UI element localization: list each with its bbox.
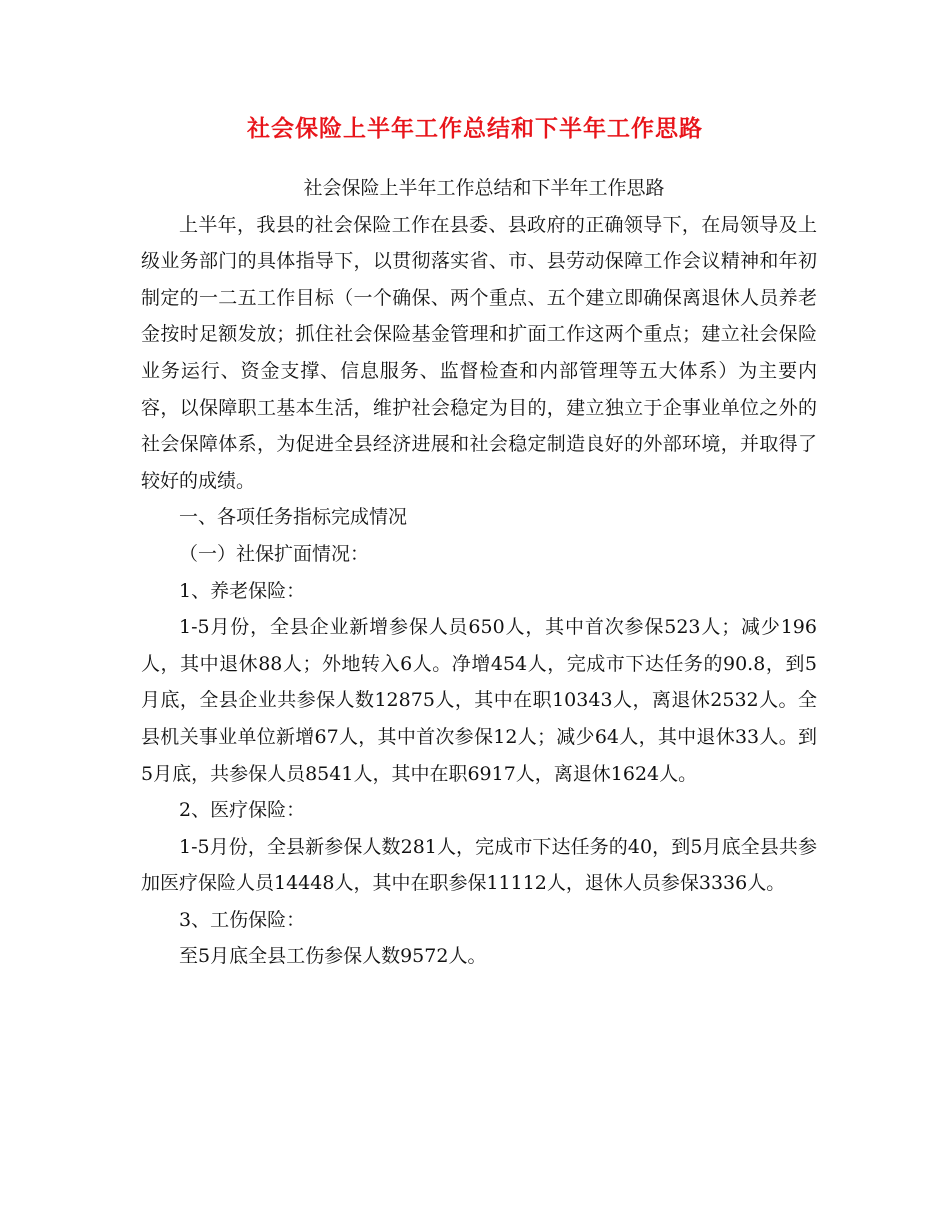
pension-paragraph: 1-5月份，全县企业新增参保人员650人，其中首次参保523人；减少196人，其中退休88人；外地转入6人。净增454人，完成市下达任务的90.8，到5月底，全县企业共参保人数12875人，其中在职10343人，离退休2532人。全县机关事业单位新增67人，其中首次参保12人；减少64人，其中退休33人。到5月底，共参保人员8541人，其中在职6917人，离退休1624人。 — [141, 616, 817, 785]
subsection-heading: （一）社保扩面情况： — [179, 542, 370, 565]
injury-paragraph: 至5月底全县工伤参保人数9572人。 — [179, 945, 487, 968]
item-heading-medical: 2、医疗保险： — [179, 799, 306, 822]
medical-paragraph: 1-5月份，全县新参保人数281人，完成市下达任务的40，到5月底全县共参加医疗保险人员14448人，其中在职参保11112人，退休人员参保3336人。 — [141, 835, 817, 895]
intro-paragraph: 上半年，我县的社会保险工作在县委、县政府的正确领导下，在局领导及上级业务部门的具体指导下，以贯彻落实省、市、县劳动保障工作会议精神和年初制定的一二五工作目标（一个确保、两个重点、五个建立即确保离退休人员养老金按时足额发放；抓住社会保险基金管理和扩面工作这两个重点；建立社会保险业务运行、资金支撑、信息服务、监督检查和内部管理等五大体系）为主要内容，以保障职工基本生活，维护社会稳定为目的，建立独立于企事业单位之外的社会保障体系，为促进全县经济进展和社会稳定制造良好的外部环境，并取得了较好的成绩。 — [141, 213, 817, 492]
item-heading-injury: 3、工伤保险： — [179, 908, 306, 931]
document-body — [141, 170, 817, 975]
document-subtitle: 社会保险上半年工作总结和下半年工作思路 — [303, 177, 665, 199]
document-title: 社会保险上半年工作总结和下半年工作思路 — [247, 115, 703, 142]
item-heading-pension: 1、养老保险： — [179, 579, 306, 602]
section-heading: 一、各项任务指标完成情况 — [179, 506, 408, 529]
